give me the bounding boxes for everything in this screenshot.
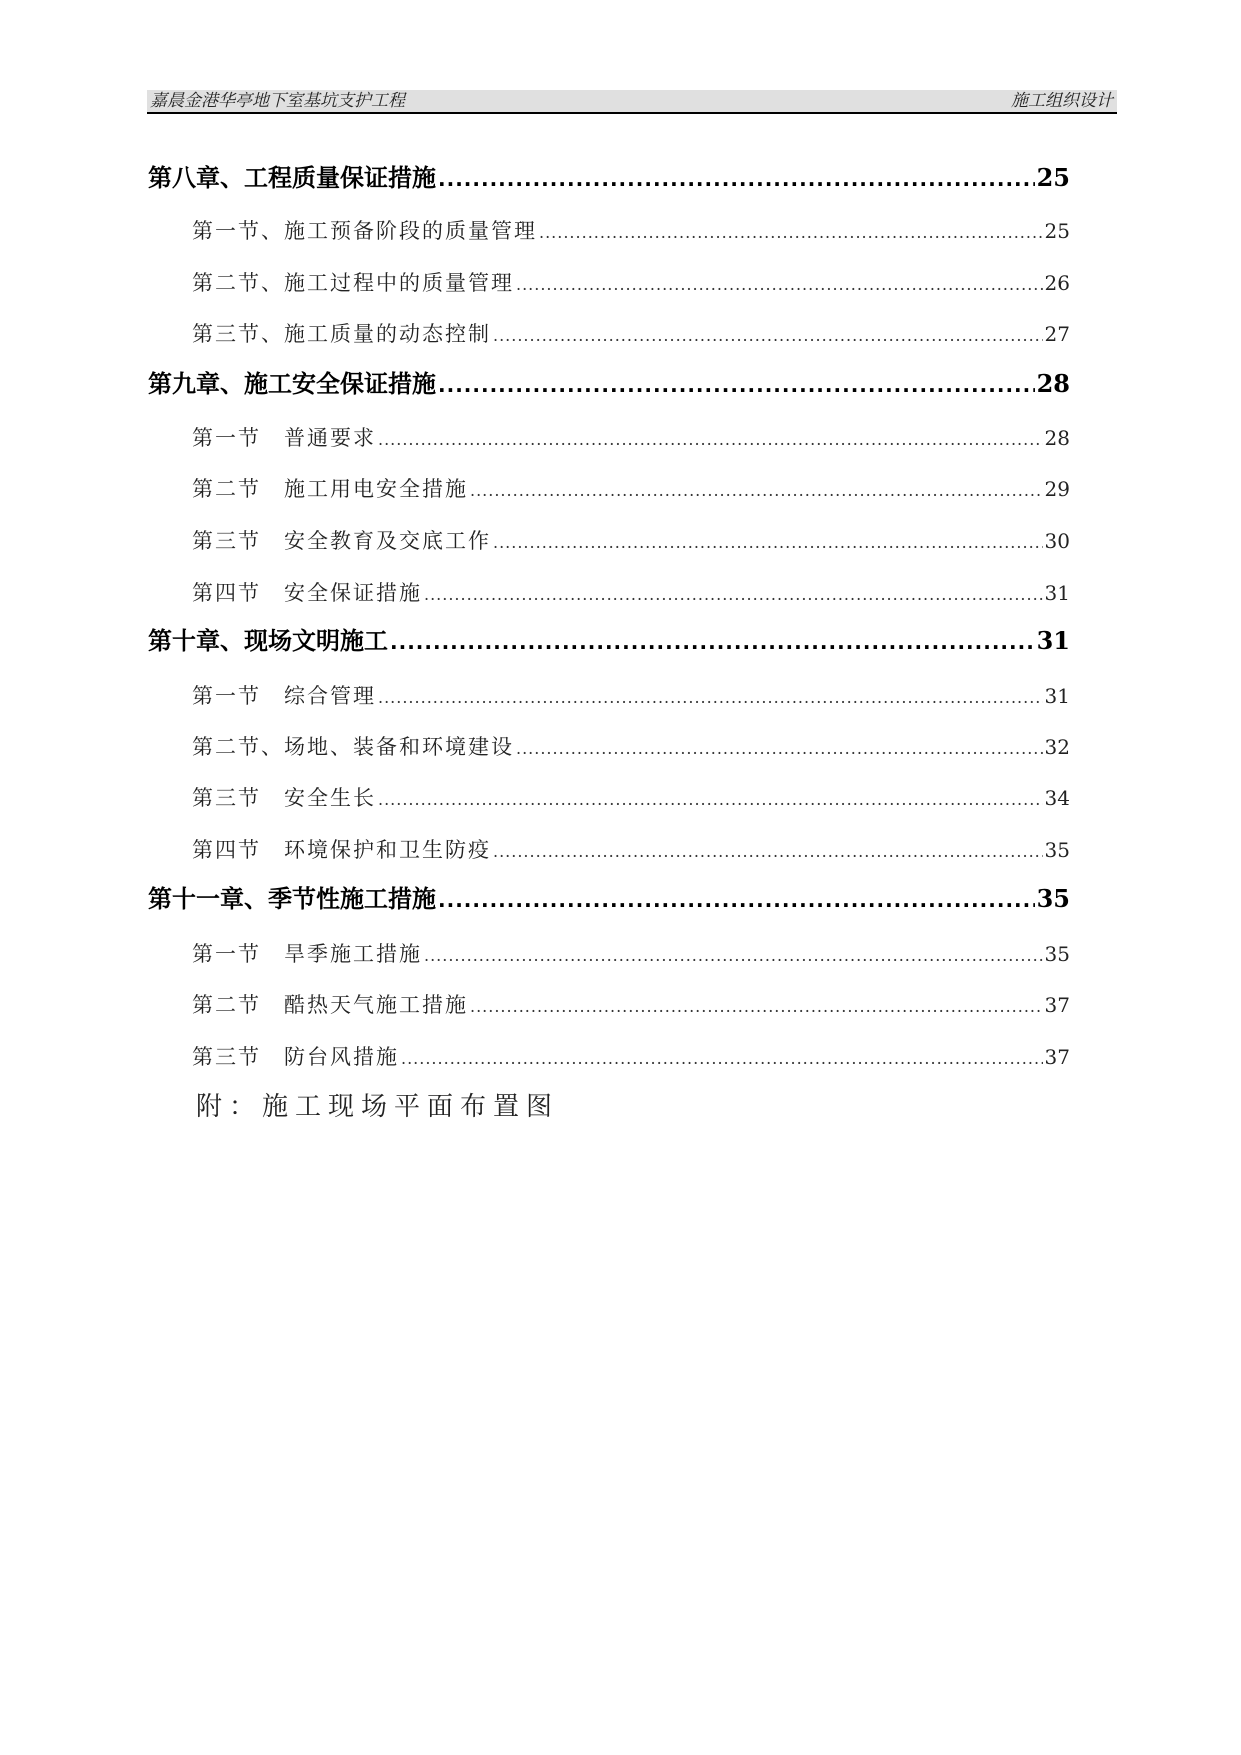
- toc-section-10-4[interactable]: [192, 834, 1070, 862]
- toc-page-number: 27: [1044, 322, 1070, 346]
- toc-leader-dots: [438, 373, 1035, 397]
- toc-page-number: 25: [1044, 219, 1070, 243]
- toc-title: 第二节 施工用电安全措施: [192, 477, 468, 501]
- toc-section-11-1[interactable]: [192, 938, 1070, 966]
- header-project-title: 嘉晨金港华亭地下室基坑支护工程: [150, 91, 405, 111]
- toc-title: 第一节 综合管理: [192, 684, 376, 708]
- toc-leader-dots: [438, 167, 1035, 191]
- toc-page-number: 31: [1036, 626, 1070, 655]
- toc-title: 第四节 环境保护和卫生防疫: [192, 838, 491, 862]
- toc-chapter-11[interactable]: [148, 879, 1070, 913]
- toc-leader-dots: [470, 997, 1043, 1016]
- toc-section-8-2[interactable]: [192, 267, 1070, 295]
- toc-page-number: 35: [1044, 838, 1070, 862]
- toc-page-number: 32: [1044, 735, 1070, 759]
- toc-page-number: 37: [1044, 993, 1070, 1017]
- toc-page-number: 25: [1036, 163, 1070, 192]
- toc-section-10-3[interactable]: [192, 782, 1070, 810]
- toc-section-9-3[interactable]: [192, 525, 1070, 553]
- toc-leader-dots: [438, 888, 1035, 912]
- toc-section-10-1[interactable]: [192, 680, 1070, 708]
- toc-leader-dots: [378, 688, 1043, 707]
- toc-title: 第一节、施工预备阶段的质量管理: [192, 219, 537, 243]
- toc-title: 第四节 安全保证措施: [192, 581, 422, 605]
- toc-title: 第二节、场地、装备和环境建设: [192, 735, 514, 759]
- toc-title: 第一节 普通要求: [192, 426, 376, 450]
- toc-section-11-3[interactable]: [192, 1041, 1070, 1069]
- toc-page-number: 31: [1044, 581, 1070, 605]
- toc-title: 第九章、施工安全保证措施: [148, 370, 436, 398]
- toc-leader-dots: [390, 630, 1035, 654]
- toc-section-9-1[interactable]: [192, 422, 1070, 450]
- appendix-site-plan: 附：施工现场平面布置图: [196, 1092, 560, 1122]
- toc-leader-dots: [378, 430, 1043, 449]
- toc-page-number: 30: [1044, 529, 1070, 553]
- toc-title: 第三节 安全生长: [192, 786, 376, 810]
- toc-page-number: 31: [1044, 684, 1070, 708]
- toc-leader-dots: [424, 585, 1043, 604]
- toc-chapter-10[interactable]: [148, 621, 1070, 655]
- toc-leader-dots: [401, 1049, 1043, 1068]
- toc-leader-dots: [470, 481, 1043, 500]
- toc-leader-dots: [493, 326, 1043, 345]
- toc-leader-dots: [378, 790, 1043, 809]
- toc-section-8-1[interactable]: [192, 215, 1070, 243]
- toc-title: 第八章、工程质量保证措施: [148, 164, 436, 192]
- toc-section-9-2[interactable]: [192, 473, 1070, 501]
- toc-leader-dots: [516, 275, 1043, 294]
- toc-page-number: 28: [1036, 369, 1070, 398]
- toc-title: 第三节、施工质量的动态控制: [192, 322, 491, 346]
- toc-page-number: 28: [1044, 426, 1070, 450]
- toc-title: 第三节 防台风措施: [192, 1045, 399, 1069]
- toc-page-number: 34: [1044, 786, 1070, 810]
- toc-title: 第三节 安全教育及交底工作: [192, 529, 491, 553]
- toc-title: 第一节 旱季施工措施: [192, 942, 422, 966]
- header-rule: [147, 112, 1117, 114]
- toc-leader-dots: [424, 946, 1043, 965]
- toc-title: 第二节 酷热天气施工措施: [192, 993, 468, 1017]
- toc-leader-dots: [516, 739, 1043, 758]
- toc-page-number: 35: [1036, 884, 1070, 913]
- toc-leader-dots: [493, 533, 1043, 552]
- toc-leader-dots: [493, 842, 1043, 861]
- toc-section-10-2[interactable]: [192, 731, 1070, 759]
- toc-section-11-2[interactable]: [192, 989, 1070, 1017]
- toc-chapter-9[interactable]: [148, 364, 1070, 398]
- toc-page-number: 26: [1044, 271, 1070, 295]
- toc-page-number: 35: [1044, 942, 1070, 966]
- toc-page-number: 37: [1044, 1045, 1070, 1069]
- toc-chapter-8[interactable]: [148, 158, 1070, 192]
- toc-leader-dots: [539, 223, 1043, 242]
- toc-section-8-3[interactable]: [192, 318, 1070, 346]
- header-document-type: 施工组织设计: [1011, 91, 1113, 111]
- toc-section-9-4[interactable]: [192, 577, 1070, 605]
- toc-page-number: 29: [1044, 477, 1070, 501]
- toc-title: 第二节、施工过程中的质量管理: [192, 271, 514, 295]
- toc-title: 第十一章、季节性施工措施: [148, 885, 436, 913]
- toc-title: 第十章、现场文明施工: [148, 627, 388, 655]
